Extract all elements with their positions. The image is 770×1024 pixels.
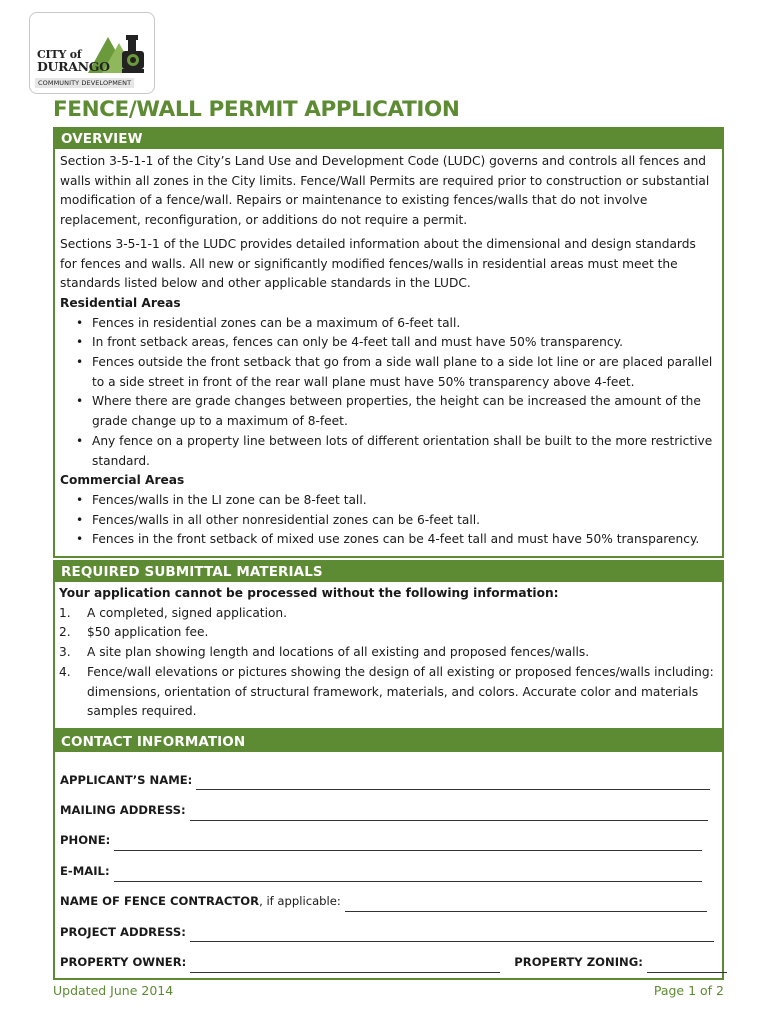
email-row: [60, 851, 716, 881]
property-owner-field[interactable]: [190, 958, 500, 973]
logo-tagline: COMMUNITY DEVELOPMENT: [35, 78, 134, 88]
list-item: 1. A completed, signed application.: [59, 605, 288, 620]
contractor-row: [60, 882, 716, 912]
property-owner-label: PROPERTY OWNER:: [60, 955, 187, 970]
list-item: • Fences/walls in all other nonresidential zones can be 6-feet tall.: [74, 511, 716, 531]
applicant-name-label: APPLICANT’S NAME:: [60, 772, 193, 787]
list-item: • Fences outside the front setback that go from a side wall plane to a side lot line or are placed parallel to a side street in front of the rear wall plane must have 50% transparency above 4-feet.: [74, 353, 716, 392]
overview-section: [53, 127, 724, 558]
required-heading: REQUIRED SUBMITTAL MATERIALS: [55, 562, 722, 582]
commercial-list: [60, 491, 716, 550]
contractor-label: NAME OF FENCE CONTRACTOR, if applicable:: [60, 894, 341, 909]
page-title: FENCE/WALL PERMIT APPLICATION: [53, 97, 460, 122]
page-number: Page 1 of 2: [653, 983, 724, 998]
city-logo: [29, 12, 155, 94]
mailing-address-label: MAILING ADDRESS:: [60, 803, 186, 818]
required-materials-section: [53, 560, 724, 730]
contact-heading: CONTACT INFORMATION: [55, 732, 722, 752]
list-item: 4. Fence/wall elevations or pictures showing the design of all existing or proposed fences/walls including: dimensions, orientation of structural framework, materials, and colors. Accurate color and materials samples required.: [59, 664, 714, 719]
property-zoning-field[interactable]: [647, 958, 727, 973]
required-list: [59, 604, 716, 722]
residential-list: [60, 314, 716, 472]
updated-date: Updated June 2014: [53, 983, 174, 998]
overview-paragraph-1: Section 3-5-1-1 of the City’s Land Use and Development Code (LUDC) governs and controls all fences and walls within all zones in the City limits. Fence/Wall Permits are required prior to construction or substantial modification of a fence/wall. Repairs or maintenance to existing fences/walls that do not involve replacement, reconfiguration, or additions do not require a permit.: [60, 154, 710, 228]
logo-city-text: CITY of: [37, 48, 82, 61]
property-zoning-label: PROPERTY ZONING:: [514, 955, 643, 970]
required-intro: Your application cannot be processed without the following information:: [59, 586, 559, 600]
email-field[interactable]: [114, 867, 702, 882]
applicant-name-row: [60, 760, 716, 790]
residential-heading: Residential Areas: [60, 295, 181, 310]
overview-paragraph-2: Sections 3-5-1-1 of the LUDC provides detailed information about the dimensional and design standards for fences and walls. All new or significantly modified fences/walls in residential areas must meet the standards listed below and other applicable standards in the LUDC.: [60, 236, 696, 291]
list-item: 2. $50 application fee.: [59, 625, 209, 640]
project-address-label: PROJECT ADDRESS:: [60, 924, 186, 939]
contact-section: [53, 730, 724, 980]
owner-zoning-row: [60, 942, 716, 972]
phone-label: PHONE:: [60, 833, 111, 848]
mailing-address-row: [60, 790, 716, 820]
list-item: 3. A site plan showing length and locations of all existing and proposed fences/walls.: [59, 645, 590, 660]
applicant-name-field[interactable]: [196, 775, 710, 790]
logo-durango-text: DURANGO: [37, 59, 110, 74]
list-item: • Where there are grade changes between properties, the height can be increased the amount of the grade change up to a maximum of 8-feet.: [74, 392, 716, 431]
list-item: • Fences in residential zones can be a maximum of 6-feet tall.: [74, 314, 716, 334]
list-item: • Fences in the front setback of mixed use zones can be 4-feet tall and must have 50% transparency.: [74, 530, 716, 550]
list-item: • In front setback areas, fences can only be 4-feet tall and must have 50% transparency.: [74, 333, 716, 353]
list-item: • Fences/walls in the LI zone can be 8-feet tall.: [74, 491, 716, 511]
mailing-address-field[interactable]: [190, 806, 708, 821]
email-label: E-MAIL:: [60, 863, 110, 878]
phone-field[interactable]: [114, 836, 702, 851]
overview-heading: OVERVIEW: [55, 129, 722, 149]
phone-row: [60, 821, 716, 851]
contractor-field[interactable]: [345, 897, 707, 912]
project-address-row: [60, 912, 716, 942]
list-item: • Any fence on a property line between lots of different orientation shall be built to the more restrictive standard.: [74, 432, 716, 471]
project-address-field[interactable]: [190, 927, 714, 942]
commercial-heading: Commercial Areas: [60, 473, 185, 488]
